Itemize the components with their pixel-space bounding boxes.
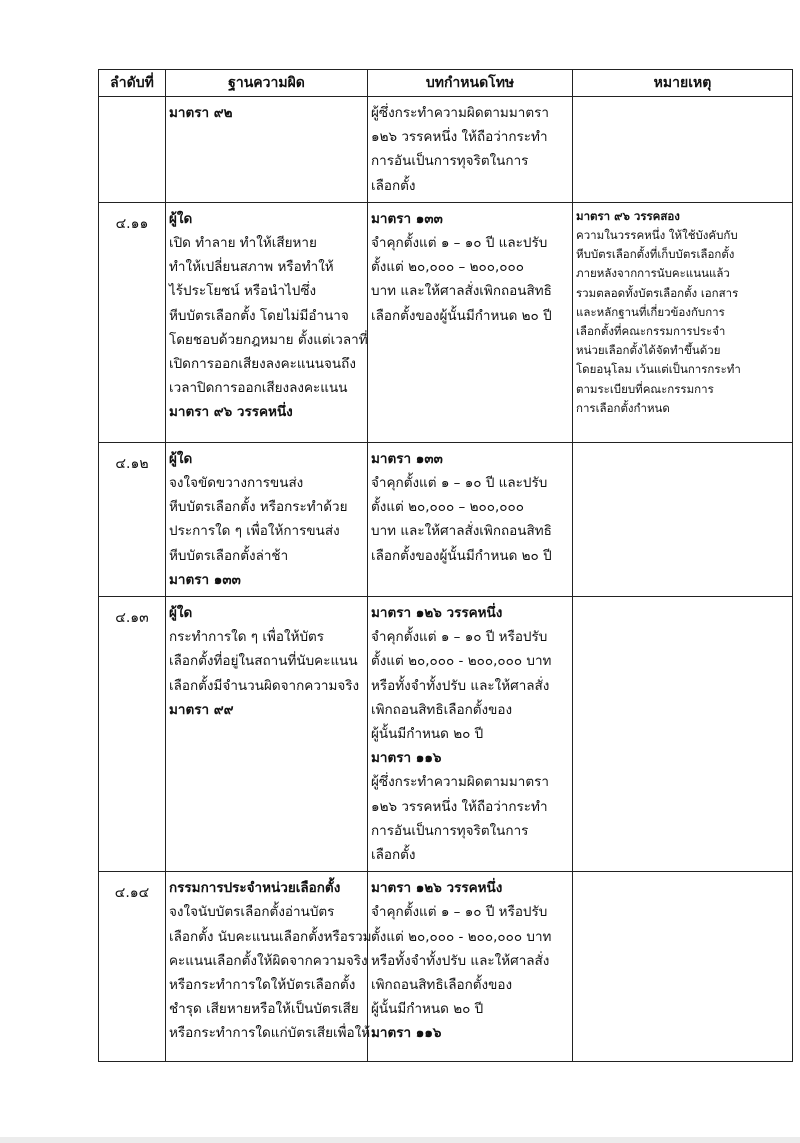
offense-line: กรรมการประจำหน่วยเลือกตั้ง	[169, 880, 341, 897]
penalty-cell	[368, 597, 573, 872]
penalty-line: มาตรา ๑๒๖ วรรคหนึ่ง	[371, 605, 503, 622]
penalty-line: หรือทั้งจำทั้งปรับ และให้ศาลสั่ง	[371, 677, 550, 694]
remark-line: มาตรา ๙๖ วรรคสอง	[576, 208, 680, 223]
remark-line: และหลักฐานที่เกี่ยวข้องกับการ	[576, 304, 725, 319]
offense-line: คะแนนเลือกตั้งให้ผิดจากความจริง	[169, 952, 368, 969]
penalty-line: บาท และให้ศาลสั่งเพิกถอนสิทธิ	[371, 283, 552, 300]
penalty-line: มาตรา ๑๑๖	[371, 750, 442, 767]
penalty-line: ผู้ซึ่งกระทำความผิดตามมาตรา	[371, 774, 549, 791]
row-number: ๔.๑๓	[99, 597, 166, 872]
table-row	[99, 597, 793, 872]
penalty-cell	[368, 442, 573, 596]
offense-line: เปิด ทำลาย ทำให้เสียหาย	[169, 235, 317, 252]
offense-cell	[166, 597, 368, 872]
penalty-line: เลือกตั้งของผู้นั้นมีกำหนด ๒๐ ปี	[371, 307, 552, 324]
offense-line: เปิดการออกเสียงลงคะแนนจนถึง	[169, 356, 356, 373]
offense-line: มาตรา ๙๖ วรรคหนึ่ง	[169, 404, 293, 421]
header-offense: ฐานความผิด	[166, 70, 368, 97]
penalty-line: เพิกถอนสิทธิเลือกตั้งของ	[371, 701, 513, 718]
offense-line: ผู้ใด	[169, 605, 193, 622]
offense-line: มาตรา ๙๙	[169, 701, 234, 718]
penalty-line: มาตรา ๑๒๖ วรรคหนึ่ง	[371, 880, 503, 897]
penalty-line: ผู้นั้นมีกำหนด ๒๐ ปี	[371, 726, 484, 743]
offense-line: ผู้ใด	[169, 450, 193, 467]
offense-line: หีบบัตรเลือกตั้งล่าช้า	[169, 547, 289, 564]
remark-line: ตามระเบียบที่คณะกรรมการ	[576, 381, 714, 396]
remark-cell	[573, 442, 793, 596]
penalty-line: บาท และให้ศาลสั่งเพิกถอนสิทธิ	[371, 523, 552, 540]
offense-line: กระทำการใด ๆ เพื่อให้บัตร	[169, 629, 325, 646]
penalty-line: มาตรา ๑๑๖	[371, 1025, 442, 1042]
penalty-cell	[368, 202, 573, 442]
offense-line: จงใจนับบัตรเลือกตั้งอ่านบัตร	[169, 904, 335, 921]
remark-line: รวมตลอดทั้งบัตรเลือกตั้ง เอกสาร	[576, 285, 739, 300]
penalty-line: ตั้งแต่ ๒๐,๐๐๐ – ๒๐๐,๐๐๐	[371, 259, 524, 276]
offense-line: มาตรา ๑๓๓	[169, 571, 241, 588]
header-order: ลำดับที่	[99, 70, 166, 97]
offense-penalty-table	[98, 69, 793, 1062]
table-row	[99, 97, 793, 203]
remark-line: ภายหลังจากการนับคะแนนแล้ว	[576, 266, 730, 281]
penalty-line: ตั้งแต่ ๒๐,๐๐๐ – ๒๐๐,๐๐๐	[371, 499, 524, 516]
page-bottom-edge	[0, 1137, 800, 1143]
offense-line: เวลาปิดการออกเสียงลงคะแนน	[169, 380, 348, 397]
penalty-line: ตั้งแต่ ๒๐,๐๐๐ - ๒๐๐,๐๐๐ บาท	[371, 928, 552, 945]
remark-line: ความในวรรคหนึ่ง ให้ใช้บังคับกับ	[576, 228, 738, 243]
penalty-line: จำคุกตั้งแต่ ๑ – ๑๐ ปี หรือปรับ	[371, 629, 548, 646]
remark-cell	[573, 597, 793, 872]
offense-cell	[166, 872, 372, 1062]
remark-line: หน่วยเลือกตั้งได้จัดทำขึ้นด้วย	[576, 343, 721, 358]
penalty-line: เพิกถอนสิทธิเลือกตั้งของ	[371, 977, 513, 994]
remark-line: เลือกตั้งที่คณะกรรมการประจำ	[576, 324, 726, 339]
table-header-row	[99, 70, 793, 97]
offense-line: โดยชอบด้วยกฎหมาย ตั้งแต่เวลาที่	[169, 331, 368, 348]
row-number: ๔.๑๔	[99, 872, 166, 1062]
offense-line: มาตรา ๙๒	[169, 105, 233, 121]
remark-line: โดยอนุโลม เว้นแต่เป็นการกระทำ	[576, 362, 741, 377]
remark-cell	[573, 872, 793, 1062]
offense-line: เลือกตั้งมีจำนวนผิดจากความจริง	[169, 677, 360, 694]
penalty-line: หรือทั้งจำทั้งปรับ และให้ศาลสั่ง	[371, 952, 550, 969]
remark-cell	[573, 202, 793, 442]
offense-cell	[166, 97, 368, 203]
remark-line: หีบบัตรเลือกตั้งที่เก็บบัตรเลือกตั้ง	[576, 247, 735, 262]
penalty-line: จำคุกตั้งแต่ ๑ – ๑๐ ปี และปรับ	[371, 475, 548, 492]
offense-line: หีบบัตรเลือกตั้ง หรือกระทำด้วย	[169, 499, 348, 516]
penalty-line: เลือกตั้ง	[371, 847, 416, 864]
offense-line: ชำรุด เสียหายหรือให้เป็นบัตรเสีย	[169, 1001, 359, 1018]
table-row	[99, 442, 793, 596]
table-row	[99, 202, 793, 442]
offense-line: หรือกระทำการใดแก่บัตรเสียเพื่อให้	[169, 1025, 371, 1042]
penalty-line: มาตรา ๑๓๓	[371, 450, 443, 467]
row-number: ๔.๑๑	[99, 202, 166, 442]
offense-line: หีบบัตรเลือกตั้ง โดยไม่มีอำนาจ	[169, 307, 349, 324]
remark-cell	[573, 97, 793, 203]
offense-line: ทำให้เปลี่ยนสภาพ หรือทำให้	[169, 259, 334, 276]
penalty-cell	[368, 97, 573, 203]
offense-line: ประการใด ๆ เพื่อให้การขนส่ง	[169, 523, 340, 540]
penalty-line: เลือกตั้ง	[371, 177, 416, 194]
row-number	[99, 97, 166, 203]
penalty-line: ผู้นั้นมีกำหนด ๒๐ ปี	[371, 1001, 484, 1018]
penalty-line: จำคุกตั้งแต่ ๑ – ๑๐ ปี หรือปรับ	[371, 904, 548, 921]
penalty-line: มาตรา ๑๓๓	[371, 210, 443, 227]
penalty-line: จำคุกตั้งแต่ ๑ – ๑๐ ปี และปรับ	[371, 235, 548, 252]
offense-line: เลือกตั้ง นับคะแนนเลือกตั้งหรือรวม	[169, 928, 372, 945]
offense-cell	[166, 202, 368, 442]
offense-line: ไร้ประโยชน์ หรือนำไปซึ่ง	[169, 283, 317, 300]
table-row	[99, 872, 793, 1062]
header-remark: หมายเหตุ	[573, 70, 793, 97]
remark-line: การเลือกตั้งกำหนด	[576, 400, 670, 415]
penalty-line: ตั้งแต่ ๒๐,๐๐๐ - ๒๐๐,๐๐๐ บาท	[371, 653, 552, 670]
offense-line: จงใจขัดขวางการขนส่ง	[169, 475, 304, 492]
row-number: ๔.๑๒	[99, 442, 166, 596]
penalty-line: ๑๒๖ วรรคหนึ่ง ให้ถือว่ากระทำ	[371, 129, 548, 146]
offense-cell	[166, 442, 368, 596]
penalty-line: ๑๒๖ วรรคหนึ่ง ให้ถือว่ากระทำ	[371, 798, 548, 815]
penalty-cell	[368, 872, 573, 1062]
header-penalty: บทกำหนดโทษ	[368, 70, 573, 97]
penalty-line: การอันเป็นการทุจริตในการ	[371, 153, 529, 170]
offense-line: เลือกตั้งที่อยู่ในสถานที่นับคะแนน	[169, 653, 358, 670]
penalty-line: เลือกตั้งของผู้นั้นมีกำหนด ๒๐ ปี	[371, 547, 552, 564]
penalty-line: การอันเป็นการทุจริตในการ	[371, 822, 529, 839]
offense-line: หรือกระทำการใดให้บัตรเลือกตั้ง	[169, 977, 356, 994]
penalty-line: ผู้ซึ่งกระทำความผิดตามมาตรา	[371, 105, 549, 121]
offense-line: ผู้ใด	[169, 210, 193, 227]
